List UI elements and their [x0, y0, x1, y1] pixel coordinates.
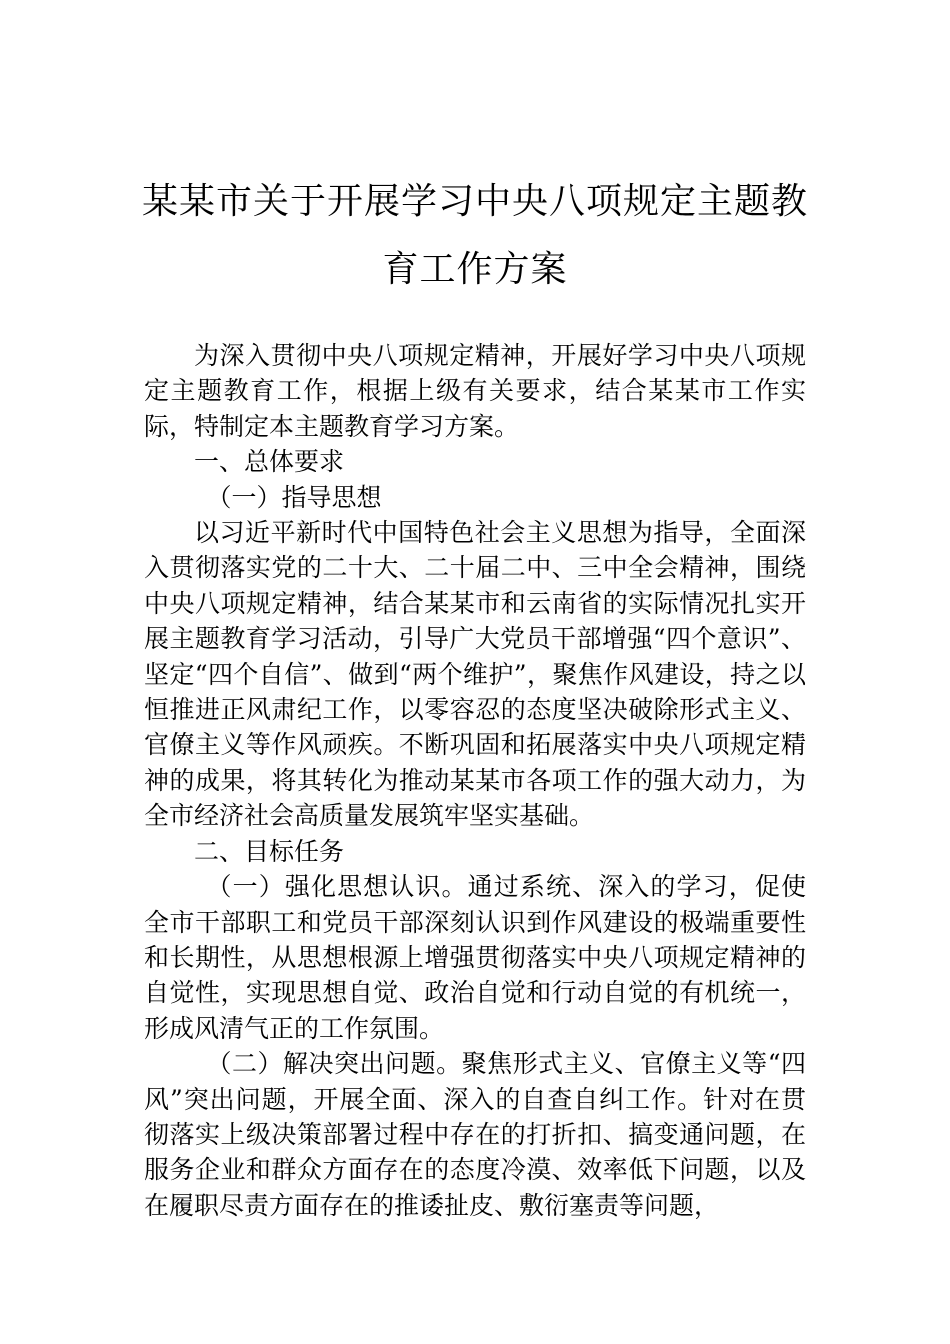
section-heading-goals-tasks: 二、目标任务	[194, 836, 345, 866]
document-body	[144, 338, 806, 1223]
section-heading-general-requirements: 一、总体要求	[194, 447, 345, 477]
guiding-ideology-paragraph: 以习近平新时代中国特色社会主义思想为指导，全面深入贯彻落实党的二十大、二十届二中、三中全会精神，围绕中央八项规定精神，结合某某市和云南省的实际情况扎实开展主题教育学习活动，引导广大党员干部增强“四个意识”、坚定“四个自信”、做到“两个维护”，聚焦作风建设，持之以恒推进正风肃纪工作，以零容忍的态度坚决破除形式主义、官僚主义等作风顽疾。不断巩固和拓展落实中央八项规定精神的成果，将其转化为推动某某市各项工作的强大动力，为全市经济社会高质量发展筑牢坚实基础。	[144, 518, 806, 831]
task-paragraph-solve-problems: （二）解决突出问题。聚焦形式主义、官僚主义等“四风”突出问题，开展全面、深入的自查自纠工作。针对在贯彻落实上级决策部署过程中存在的打折扣、搞变通问题，在服务企业和群众方面存在的态度冷漠、效率低下问题，以及在履职尽责方面存在的推诿扯皮、敷衍塞责等问题，	[144, 1049, 806, 1220]
task-paragraph-strengthen-thinking: （一）强化思想认识。通过系统、深入的学习，促使全市干部职工和党员干部深刻认识到作风建设的极端重要性和长期性，从思想根源上增强贯彻落实中央八项规定精神的自觉性，实现思想自觉、政治自觉和行动自觉的有机统一，形成风清气正的工作氛围。	[144, 872, 806, 1043]
document-title-line-1: 某某市关于开展学习中央八项规定主题教	[141, 181, 808, 222]
subsection-heading-guiding-ideology: （一）指导思想	[206, 482, 382, 512]
intro-paragraph: 为深入贯彻中央八项规定精神，开展好学习中央八项规定主题教育工作，根据上级有关要求，结合某某市工作实际，特制定本主题教育学习方案。	[144, 341, 806, 441]
document-title-line-2: 育工作方案	[382, 249, 568, 290]
